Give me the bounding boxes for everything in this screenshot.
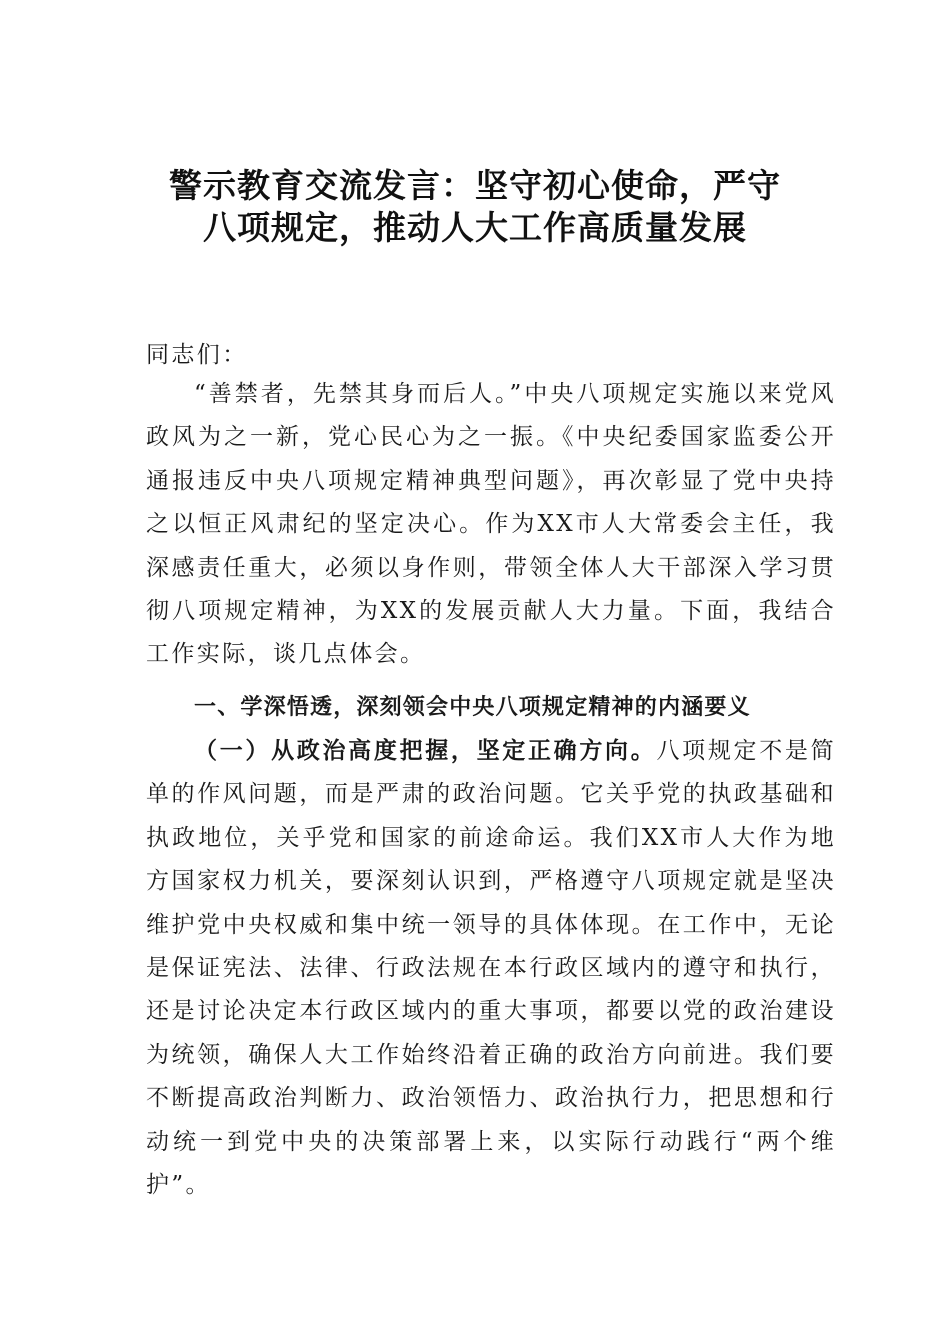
section-heading-1: 一、学深悟透，深刻领会中央八项规定精神的内涵要义 [194, 695, 751, 720]
subsection-paragraph-1 [146, 729, 836, 1207]
subsection-heading-1: （一）从政治高度把握，坚定正确方向。 [194, 737, 657, 764]
subsection-body-1: 八项规定不是简单的作风问题，而是严肃的政治问题。它关乎党的执政基础和执政地位，关乎党和国家的前途命运。我们XX市人大作为地方国家权力机关，要深刻认识到，严格遵守八项规定就是坚决维护党中央权威和集中统一领导的具体体现。在工作中，无论是保证宪法、法律、行政法规在本行政区域内的遵守和执行，还是讨论决定本行政区域内的重大事项，都要以党的政治建设为统领，确保人大工作始终沿着正确的政治方向前进。我们要不断提高政治判断力、政治领悟力、政治执行力，把思想和行动统一到党中央的决策部署上来，以实际行动践行“两个维护”。 [146, 738, 836, 1199]
salutation: 同志们： [146, 342, 248, 368]
intro-paragraph: “善禁者，先禁其身而后人。”中央八项规定实施以来党风政风为之一新，党心民心为之一振。《中央纪委国家监委公开通报违反中央八项规定精神典型问题》，再次彰显了党中央持之以恒正风肃纪的坚定决心。作为XX市人大常委会主任，我深感责任重大，必须以身作则，带领全体人大干部深入学习贯彻八项规定精神，为XX的发展贡献人大力量。下面，我结合工作实际，谈几点体会。 [146, 381, 836, 668]
document-title-line-2: 八项规定，推动人大工作高质量发展 [203, 208, 747, 247]
document-title-line-1: 警示教育交流发言：坚守初心使命，严守 [169, 166, 781, 205]
